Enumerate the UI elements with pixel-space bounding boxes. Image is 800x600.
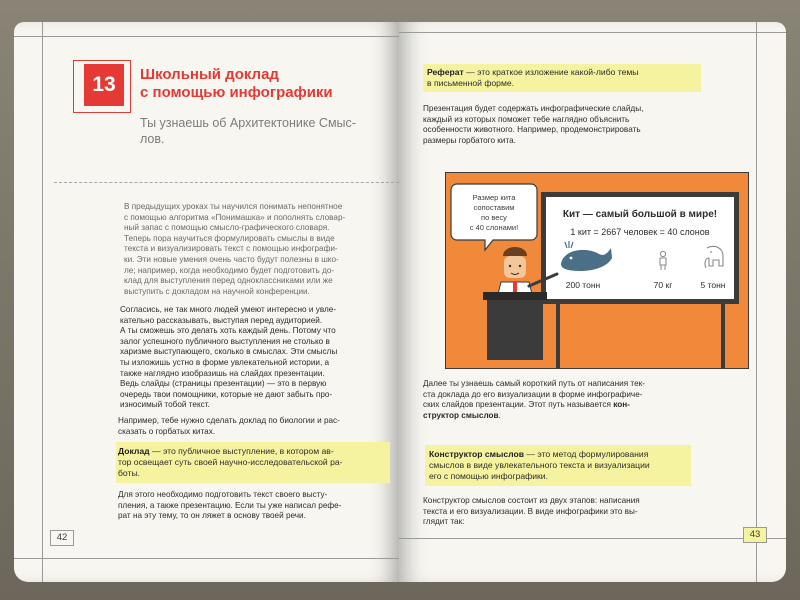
bubble-line: по весу — [481, 213, 507, 222]
text-line: ты изложишь устно в форме увлекательной истории, а — [120, 357, 330, 367]
section-divider — [54, 182, 399, 183]
elephant-weight-label: 5 тонн — [700, 280, 726, 290]
title-line: Школьный доклад — [140, 66, 279, 83]
subtitle-line: Ты узнаешь об Архитектонике Смыс- — [140, 116, 356, 130]
definition-term: Доклад — [118, 446, 150, 456]
text-line: текста и визуализировать текст с помощью инфографи- — [124, 244, 338, 254]
text-line: ки. Эти новые умения очень часто будут полезны в шко- — [124, 254, 339, 264]
definition-line: смыслов в виде увлекательного текста и визуализации — [429, 460, 650, 470]
text-line: размеры горбатого кита. — [423, 135, 516, 145]
left-margin-line — [42, 22, 43, 582]
text-line: глядит так: — [423, 517, 465, 527]
title-line: с помощью инфографики — [140, 84, 333, 101]
definition-box — [116, 442, 390, 483]
body-paragraph — [120, 305, 337, 411]
board-equation: 1 кит = 2667 человек = 40 слонов — [570, 227, 710, 237]
podium — [487, 298, 543, 360]
text-line: залог успешного публичного выступления не столько в — [120, 336, 330, 346]
definition-text: — это краткое изложение какой-либо темы — [463, 67, 639, 77]
text-line: Согласись, не так много людей умеют интересно и увле- — [120, 305, 337, 314]
text-line: В предыдущих уроках ты научился понимать непонятное — [124, 202, 343, 211]
text-line: А ты сможешь это делать хоть каждый день. Потому что — [120, 326, 336, 336]
text-line: Конструктор смыслов состоит из двух этапов: написания — [423, 496, 640, 505]
definition-term: Конструктор смыслов — [429, 449, 525, 459]
right-top-line — [399, 32, 786, 33]
body-paragraph — [423, 104, 643, 146]
definition-term: Реферат — [427, 67, 464, 77]
text-line: клад для выступления перед одноклассниками или же — [124, 276, 333, 286]
text-line — [423, 400, 645, 411]
whale-weight-label: 200 тонн — [565, 280, 601, 290]
board-title: Кит — самый большой в мире! — [562, 209, 718, 220]
definition-box — [425, 445, 691, 486]
body-paragraph — [423, 496, 640, 528]
text-line: Презентация будет содержать инфографические слайды, — [423, 104, 644, 113]
page-number: 43 — [743, 527, 767, 543]
definition-text: — это публичное выступление, в котором ав- — [149, 446, 334, 456]
text-line: выступить с докладом на научной конференции. — [124, 286, 310, 296]
right-page — [399, 22, 786, 582]
text-line: ле; например, когда необходимо будет подготовить до- — [124, 265, 335, 275]
text-line: износимый тобой текст. — [120, 400, 210, 410]
podium-top — [483, 292, 547, 300]
text-line: Например, тебе нужно сделать доклад по биологии и рас- — [118, 416, 340, 425]
definition-line: в письменной форме. — [427, 78, 515, 88]
text-line: также наглядно изобразишь на слайдах презентации. — [120, 368, 325, 378]
definition-text: — это метод формулирования — [524, 449, 649, 459]
definition-line — [118, 446, 388, 457]
body-paragraph — [118, 416, 340, 437]
page-number: 42 — [50, 530, 74, 546]
body-paragraph — [118, 490, 341, 522]
text-line: харизме выступающего, сколько в смыслах. Эти смыслы — [120, 347, 338, 357]
definition-box — [423, 64, 701, 92]
text-line: кательно рассказывать, выступая перед аудиторией. — [120, 315, 323, 325]
left-bottom-line — [14, 558, 399, 559]
definition-line: боты. — [118, 468, 141, 478]
chapter-subtitle — [140, 115, 356, 147]
text-fragment: . — [498, 410, 501, 420]
right-margin-line — [756, 22, 757, 582]
left-page — [14, 22, 399, 582]
text-line: рат на эту тему, то он ляжет в основу твоей речи. — [118, 511, 306, 521]
definition-line: его с помощью инфографики. — [429, 471, 548, 481]
left-top-line — [14, 36, 399, 37]
text-line: пления, а также презентацию. Если ты уже написал рефе- — [118, 500, 342, 510]
bold-term-fragment: кон- — [613, 400, 630, 410]
text-line: ный запас с помощью смысло-графического словаря. — [124, 223, 330, 233]
definition-line: тор освещает суть своей научно-исследовательской ра- — [118, 457, 343, 467]
bubble-line: с 40 слонами! — [469, 223, 519, 232]
bubble-line: Размер кита — [472, 193, 516, 202]
text-line: сказать о горбатых китах. — [118, 426, 216, 436]
text-line: ста доклада до его визуализации в форме инфографиче- — [423, 389, 643, 399]
text-fragment: ских слайдов презентации. Этот путь называется — [423, 400, 611, 410]
text-line: текста и его визуализации. В виде инфографики это вы- — [423, 506, 638, 516]
chapter-number: 13 — [84, 64, 124, 106]
bold-term: структор смыслов — [423, 410, 499, 420]
bubble-line: сопоставим — [473, 203, 515, 212]
text-line: Далее ты узнаешь самый короткий путь от написания тек- — [423, 379, 645, 388]
text-line: с помощью алгоритма «Понимашка» и пополнять словар- — [124, 212, 346, 222]
definition-line — [429, 449, 687, 460]
intro-paragraph — [124, 202, 345, 297]
text-line: очередь твои помощники, которые не дают забыть про- — [120, 389, 333, 399]
text-line: Для этого необходимо подготовить текст своего высту- — [118, 490, 328, 499]
text-line — [423, 411, 645, 422]
text-line: особенности животного. Например, продемонстрировать — [423, 125, 641, 135]
open-book — [14, 22, 786, 582]
right-bottom-line — [399, 538, 786, 539]
definition-line — [427, 67, 697, 78]
chapter-title — [140, 66, 333, 102]
text-line: Ведь слайды (страницы презентации) — это в первую — [120, 379, 327, 389]
text-line: каждый из которых поможет тебе наглядно объяснить — [423, 114, 630, 124]
speech-bubble — [451, 184, 537, 250]
body-paragraph — [423, 379, 645, 421]
human-weight-label: 70 кг — [653, 280, 673, 290]
whale-infographic-illustration — [445, 172, 749, 369]
text-line: Теперь пора научиться формулировать смыслы в виде — [124, 233, 335, 243]
subtitle-line: лов. — [140, 132, 165, 146]
